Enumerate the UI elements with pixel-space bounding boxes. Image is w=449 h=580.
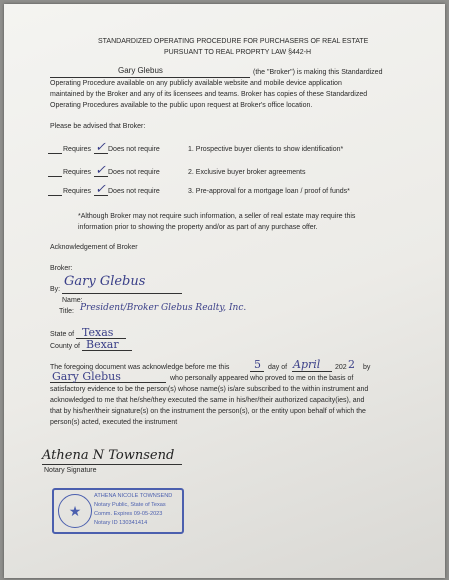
county-label: County of — [50, 343, 80, 350]
foregoing-line4: acknowledged to me that he/she/they executed the same in his/her/their authorized capacity(ies), and — [50, 397, 365, 404]
broker-name-line — [50, 77, 250, 78]
notary-signature-handwritten: Athena N Townsend — [42, 448, 175, 463]
foregoing-line5: that by his/her/their signature(s) on the instrument the person(s), or the entity upon behalf of which the — [50, 408, 366, 415]
requirement-text: 2. Exclusive buyer broker agreements — [188, 169, 306, 176]
foregoing-line2-tail: who personally appeared who proved to me on the basis of — [170, 375, 354, 382]
intro-line2: Operating Procedure available on any publicly available website and mobile device application — [50, 80, 342, 87]
intro-line1-tail: (the "Broker") is making this Standardized — [253, 69, 383, 76]
foregoing-name: Gary Glebus — [52, 370, 121, 383]
notary-signature-label: Notary Signature — [44, 467, 97, 474]
foregoing-line6: person(s) acted, executed the instrument — [50, 419, 178, 426]
doc-title-line1: STANDARDIZED OPERATING PROCEDURE FOR PURCHASERS OF REAL ESTATE — [98, 38, 369, 45]
footnote-line2: information prior to showing the property and/or as part of any purchase offer. — [78, 224, 318, 231]
advised-text: Please be advised that Broker: — [50, 123, 146, 130]
day-line — [250, 371, 264, 372]
by-signature-line — [62, 293, 182, 294]
checkmark-icon: ✓ — [95, 181, 106, 196]
title-value: President/Broker Glebus Realty, Inc. — [80, 303, 247, 313]
requires-blank — [48, 176, 62, 177]
stamp-line2: Notary Public, State of Texas — [94, 502, 166, 508]
intro-line4: Operating Procedures available to the public upon request at Broker's office location. — [50, 102, 313, 109]
stamp-line4: Notary ID 130341414 — [94, 520, 148, 526]
foregoing-part1: The foregoing document was acknowledge before me this — [50, 364, 230, 371]
day-value: 5 — [254, 358, 261, 371]
year-digit: 2 — [348, 358, 355, 371]
foregoing-part2: day of — [268, 364, 288, 371]
requires-label: Requires — [63, 146, 92, 153]
name-label: Name: — [62, 297, 83, 304]
month-value: April — [293, 358, 321, 371]
foregoing-part3: 202 — [335, 364, 347, 371]
doc-title-line2: PURSUANT TO REAL PROPRTY LAW §442-H — [164, 49, 312, 56]
requires-blank — [48, 153, 62, 154]
county-value: Bexar — [86, 338, 119, 351]
star-seal-icon: ★ — [58, 494, 92, 528]
checkmark-icon: ✓ — [95, 139, 106, 154]
requires-label: Requires — [63, 188, 92, 195]
requires-label: Requires — [63, 169, 92, 176]
stamp-name: ATHENA NICOLE TOWNSEND — [94, 493, 173, 499]
broker-signature: Gary Glebus — [64, 274, 146, 289]
foregoing-part4: by — [363, 364, 371, 371]
by-label: By: — [50, 286, 61, 293]
broker-name-value: Gary Glebus — [118, 66, 163, 75]
notary-stamp — [52, 488, 184, 534]
requirement-text: 3. Pre-approval for a mortgage loan / proof of funds* — [188, 188, 350, 195]
checkmark-icon: ✓ — [95, 162, 106, 177]
requirement-text: 1. Prospective buyer clients to show identification* — [188, 146, 344, 153]
ack-heading: Acknowledgement of Broker — [50, 244, 138, 251]
does-not-require-label: Does not require — [108, 146, 160, 153]
broker-label: Broker: — [50, 265, 73, 272]
state-value: Texas — [82, 326, 114, 339]
foregoing-line3: satisfactory evidence to be the person(s) whose name(s) is/are subscribed to the within instrument and — [50, 386, 369, 393]
notary-signature-line — [42, 464, 182, 465]
intro-line3: maintained by the Broker and any of its licensees and teams. Broker has copies of these Standardized — [50, 91, 368, 98]
state-label: State of — [50, 331, 75, 338]
does-not-require-label: Does not require — [108, 169, 160, 176]
month-line — [292, 371, 332, 372]
stamp-line3: Comm. Expires 09-05-2023 — [94, 511, 163, 517]
footnote-line1: *Although Broker may not require such information, a seller of real estate may require this — [78, 213, 356, 220]
requires-blank — [48, 195, 62, 196]
does-not-require-label: Does not require — [108, 188, 160, 195]
title-label: Title: — [59, 308, 74, 315]
